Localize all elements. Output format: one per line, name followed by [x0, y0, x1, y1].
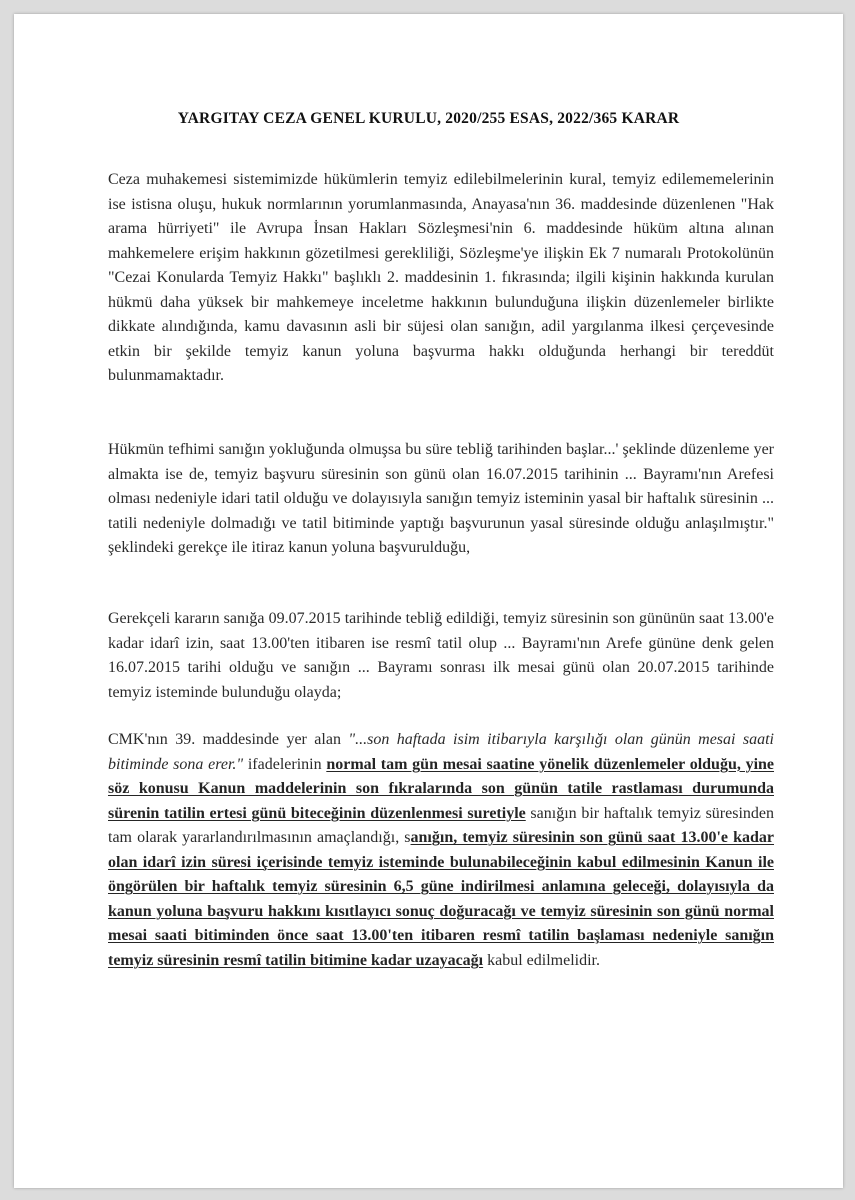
paragraph-1: Ceza muhakemesi sistemimizde hükümlerin temyiz edilebilmelerinin kural, temyiz edilememelerinin ise istisna oluşu, hukuk normlarının yorumlanmasında, Anayasa'nın 36. maddesinde düzenlenen "Hak arama hürriyeti" ile Avrupa İnsan Hakları Sözleşmesi'nin 6. maddesinde hüküm altına alınan mahkemelere erişim hakkının gözetilmesi gerekliliği, Sözleşme'ye ilişkin Ek 7 numaralı Protokolünün "Cezai Konularda Temyiz Hakkı" başlıklı 2. maddesinin 1. fıkrasında; ilgili kişinin hakkında kurulan hükmü daha yüksek bir mahkemeye inceletme hakkının bulunduğuna ilişkin düzenlemeler birlikte dikkate alındığında, kamu davasının asli bir süjesi olan sanığın, adil yargılanma ilkesi çerçevesinde etkin bir şekilde temyiz kanun yoluna başvurma hakkı olduğunda herhangi bir tereddüt bulunmamaktadır.: [108, 171, 774, 384]
paragraph-4: [108, 728, 774, 973]
paragraph-4-quote: "...son haftada isim itibarıyla karşılığı olan günün mesai saati bitiminde sona erer.": [108, 731, 775, 773]
paragraph-4-text-4: kabul edilmelidir.: [483, 951, 600, 969]
paragraph-4-emphasis-2: anığın, temyiz süresinin son günü saat 13.00'e kadar olan idarî izin süresi içerisinde temyiz isteminde bulunabileceğinin kabul edilmesinin Kanun ile öngörülen bir haftalık temyiz süresinin 6,5 güne indirilmesi anlamına geleceği, dolayısıyla da kanun yoluna başvuru hakkını kısıtlayıcı sonuç doğuracağı ve temyiz süresinin son günü normal mesai saati bitiminden önce saat 13.00'ten itibaren resmî tatilin başlaması nedeniyle sanığın temyiz süresinin resmî tatilin bitimine kadar uzayacağı: [108, 829, 775, 969]
document-page: [14, 14, 843, 1188]
paragraph-2: Hükmün tefhimi sanığın yokluğunda olmuşsa bu süre tebliğ tarihinden başlar...' şeklinde düzenleme yer almakta ise de, temyiz başvuru süresinin son günü olan 16.07.2015 tarihinin ... Bayramı'nın Arefesi olması nedeniyle idari tatil olduğu ve dolayısıyla sanığın temyiz isteminin yasal bir haftalık süresinin ... tatili nedeniyle dolmadığı ve tatil bitiminde yaptığı başvurunun yasal süresinde olduğu anlaşılmıştır." şeklindeki gerekçe ile itiraz kanun yoluna başvurulduğu,: [108, 441, 774, 556]
paragraph-4-text-3: sanığın bir haftalık temyiz süresinden tam olarak yararlandırılmasının amaçlandığı, s: [108, 804, 775, 846]
paragraph-4-text-2: ifadelerinin: [243, 755, 327, 773]
paragraph-4-text-1: CMK'nın 39. maddesinde yer alan: [108, 731, 349, 748]
paragraph-3: Gerekçeli kararın sanığa 09.07.2015 tarihinde tebliğ edildiği, temyiz süresinin son gününün saat 13.00'e kadar idarî izin, saat 13.00'ten itibaren ise resmî tatil olup ... Bayramı'nın Arefe gününe denk gelen 16.07.2015 tarihi olduğu ve sanığın ... Bayramı sonrası ilk mesai günü olan 20.07.2015 tarihinde temyiz isteminde bulunduğu olayda;: [108, 610, 774, 701]
paragraph-4-emphasis-1: normal tam gün mesai saatine yönelik düzenlemeler olduğu, yine söz konusu Kanun maddelerinin son fıkralarında son günün tatile rastlaması durumunda sürenin tatilin ertesi günü biteceğinin düzenlenmesi suretiyle: [108, 755, 775, 822]
document-title: YARGITAY CEZA GENEL KURULU, 2020/255 ESAS, 2022/365 KARAR: [177, 110, 680, 127]
